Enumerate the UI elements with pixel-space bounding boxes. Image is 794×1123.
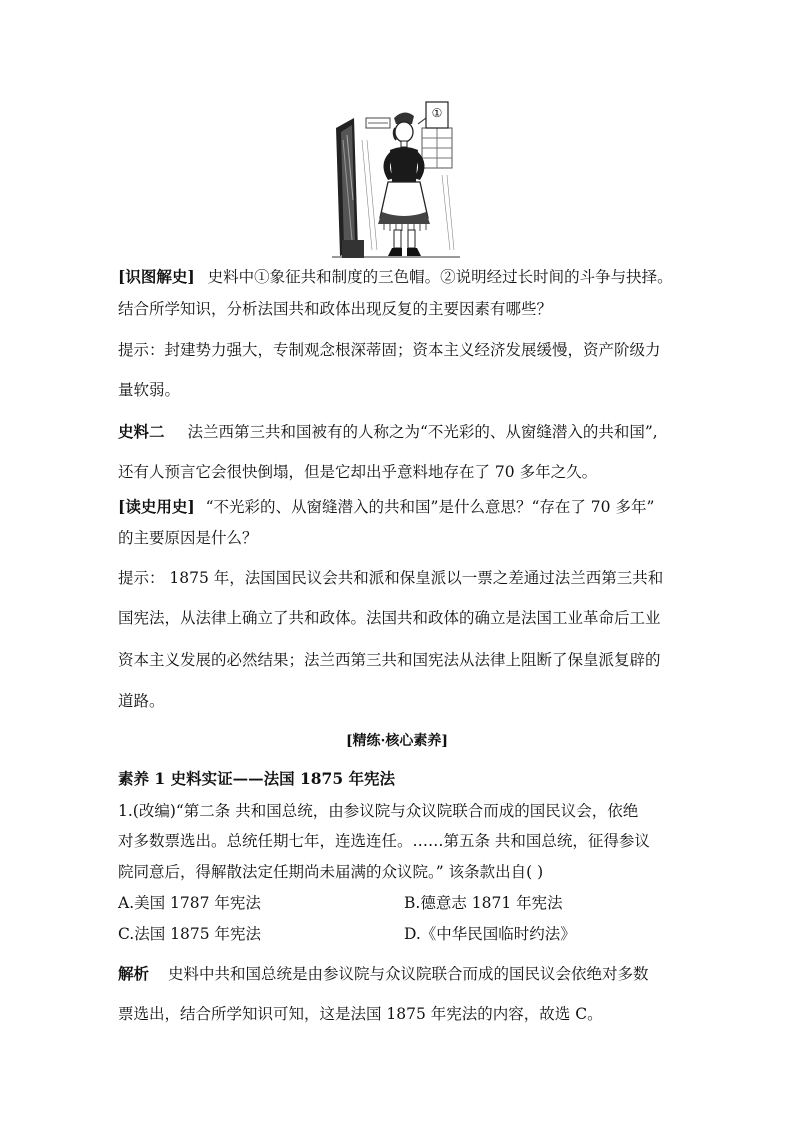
quality-title: 素养 1 史料实证——法国 1875 年宪法 <box>118 769 396 788</box>
section1-line1 <box>118 267 673 287</box>
section1-text-line2: 结合所学知识，分析法国共和政体出现反复的主要因素有哪些？ <box>118 300 553 318</box>
section2-hint-line1: 提示： 1875 年，法国国民议会共和派和保皇派以一票之差通过法兰西第三共和 <box>118 569 664 587</box>
section1-text-line1: 史料中①象征共和制度的三色帽。②说明经过长时间的斗争与抉择。 <box>207 268 673 286</box>
section2-question-line1 <box>118 497 654 517</box>
option-c: C.法国 1875 年宪法 <box>118 925 262 943</box>
section1-hint-line1: 提示：封建势力强大，专制观念根深蒂固；资本主义经济发展缓慢，资产阶级力 <box>118 341 661 359</box>
analysis-text-line1: 史料中共和国总统是由参议院与众议院联合而成的国民议会依绝对多数 <box>167 965 649 983</box>
section1-tag: [识图解史] <box>118 267 195 286</box>
section2-text-line1: 法兰西第三共和国被有的人称之为“不光彩的、从窗缝潜入的共和国”, <box>187 423 658 441</box>
section2-hint-line3: 资本主义发展的必然结果；法兰西第三共和国宪法从法律上阻断了保皇派复辟的 <box>118 651 661 669</box>
practice-heading: [精练·核心素养] <box>345 733 449 749</box>
option-a: A.美国 1787 年宪法 <box>118 894 261 912</box>
section2-label: 史料二 <box>118 422 165 441</box>
analysis-label: 解析 <box>118 964 150 983</box>
question-line3: 院同意后，得解散法定任期尚未届满的众议院。” 该条款出自( ) <box>118 863 544 881</box>
section2-text-line2: 还有人预言它会很快倒塌，但是它却出乎意料地存在了 70 多年之久。 <box>118 463 598 481</box>
question-line2: 对多数票选出。总统任期七年，连选连任。……第五条 共和国总统，征得参议 <box>118 832 650 850</box>
section2-question-text1: “不光彩的、从窗缝潜入的共和国”是什么意思？“存在了 70 多年” <box>205 498 655 516</box>
section2-question-line2: 的主要原因是什么？ <box>118 529 258 547</box>
figure-bubble-label: ① <box>431 106 443 120</box>
analysis-line1 <box>118 964 648 984</box>
analysis-text-line2: 票选出，结合所学知识可知，这是法国 1875 年宪法的内容，故选 C。 <box>118 1005 603 1023</box>
section2-tag: [读史用史] <box>118 497 195 516</box>
option-b: B.德意志 1871 年宪法 <box>404 894 563 912</box>
section2-hint-line2: 国宪法，从法律上确立了共和政体。法国共和政体的确立是法国工业革命后工业 <box>118 609 661 627</box>
section2-line1 <box>118 422 658 442</box>
option-d: D.《中华民国临时约法》 <box>404 925 576 943</box>
question-line1: 1.(改编)“第二条 共和国总统，由参议院与众议院联合而成的国民议会，依绝 <box>118 802 639 820</box>
section2-hint-line4: 道路。 <box>118 692 165 710</box>
historical-cartoon-illustration <box>332 100 460 260</box>
section1-hint-line2: 量软弱。 <box>118 381 181 399</box>
cartoon-drawing <box>332 100 460 260</box>
